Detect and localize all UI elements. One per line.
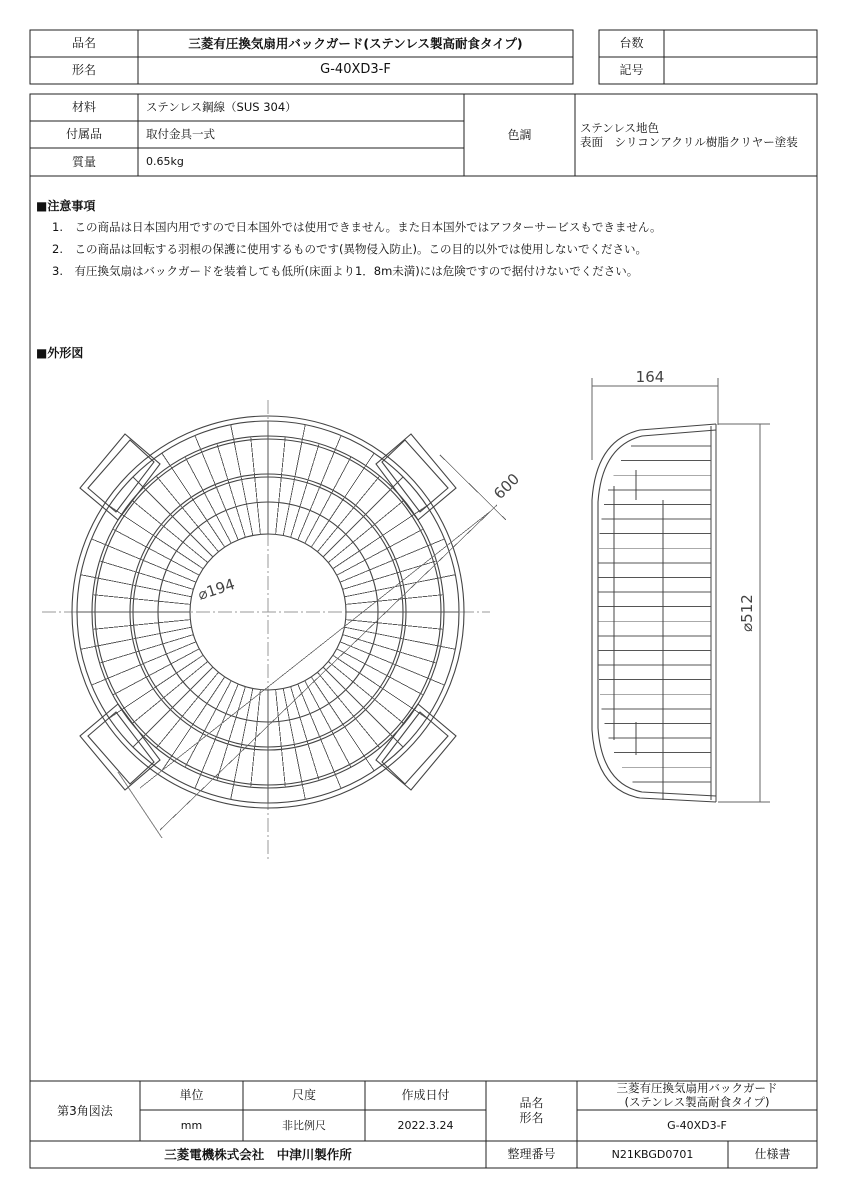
model-label: 形名	[71, 63, 96, 77]
note-item-1: 1. この商品は日本国内用ですので日本国外では使用できません。また日本国外ではアフターサービスもできません。	[52, 220, 662, 234]
color-line-1: ステンレス地色	[580, 120, 660, 135]
side-view	[592, 378, 770, 802]
guard-spoke	[346, 595, 444, 605]
guard-spoke	[133, 667, 213, 747]
scale-label: 尺度	[291, 1088, 316, 1102]
guard-spoke	[93, 620, 191, 630]
color-label: 色調	[507, 127, 532, 142]
guard-spoke	[323, 477, 403, 557]
weight-value: 0.65kg	[146, 155, 184, 169]
front-view	[42, 400, 506, 860]
scale-value: 非比例尺	[282, 1118, 326, 1132]
dim-inner-diameter-label: ⌀194	[195, 575, 238, 604]
accessory-label: 付属品	[65, 127, 102, 141]
unit-label: 単位	[179, 1088, 204, 1102]
product-name-label: 品名	[71, 36, 96, 50]
drawing-title: ■外形図	[36, 346, 84, 360]
dim-depth-label: 164	[635, 368, 665, 386]
accessory-value: 取付金具一式	[146, 127, 215, 142]
footer-model-value: G-40XD3-F	[667, 1118, 727, 1132]
projection-method: 第3角図法	[57, 1103, 113, 1118]
name-model-labels	[486, 1081, 577, 1141]
count-label: 台数	[619, 36, 644, 50]
color-line-2: 表面 シリコンアクリル樹脂クリヤー塗装	[580, 135, 798, 149]
footer-name-line-2: (ステンレス製高耐食タイプ)	[624, 1094, 770, 1109]
doc-no-value: N21KBGD0701	[611, 1147, 694, 1161]
guard-spoke	[323, 667, 403, 747]
footer-name-line-1: 三菱有圧換気扇用バックガード	[616, 1081, 778, 1096]
notes-title: ■注意事項	[36, 199, 96, 213]
model-number: G-40XD3-F	[320, 62, 391, 78]
guard-spoke	[133, 477, 213, 557]
doc-no-label: 整理番号	[507, 1147, 556, 1161]
guard-spoke	[346, 620, 444, 630]
note-item-3: 3. 有圧換気扇はバックガードを装着しても低所(床面より1．8m未満)には危険ですので据付けないでください。	[52, 264, 639, 278]
product-name: 三菱有圧換気扇用バックガード(ステンレス製高耐食タイプ)	[188, 35, 523, 51]
doc-type: 仕様書	[754, 1147, 791, 1161]
dim-diagonal-label: 600	[490, 469, 524, 503]
footer-model-label: 形名	[519, 1111, 544, 1125]
footer-product-name	[577, 1081, 817, 1110]
unit-value: mm	[180, 1118, 203, 1132]
dim-outer-diameter-label: ⌀512	[738, 594, 756, 632]
material-label: 材料	[71, 100, 96, 114]
date-label: 作成日付	[401, 1088, 450, 1102]
company-name: 三菱電機株式会社 中津川製作所	[164, 1146, 352, 1162]
guard-spoke	[93, 595, 191, 605]
material-value: ステンレス鋼線（SUS 304）	[146, 100, 297, 115]
mark-label: 記号	[619, 63, 644, 77]
footer-name-label: 品名	[519, 1096, 544, 1110]
guard-spoke	[276, 437, 286, 535]
weight-label: 質量	[71, 154, 96, 169]
guard-spoke	[276, 690, 286, 788]
guard-spoke	[251, 437, 261, 535]
date-value: 2022.3.24	[397, 1118, 454, 1132]
note-item-2: 2. この商品は回転する羽根の保護に使用するものです(異物侵入防止)。この目的以外では使用しないでください。	[52, 242, 647, 256]
